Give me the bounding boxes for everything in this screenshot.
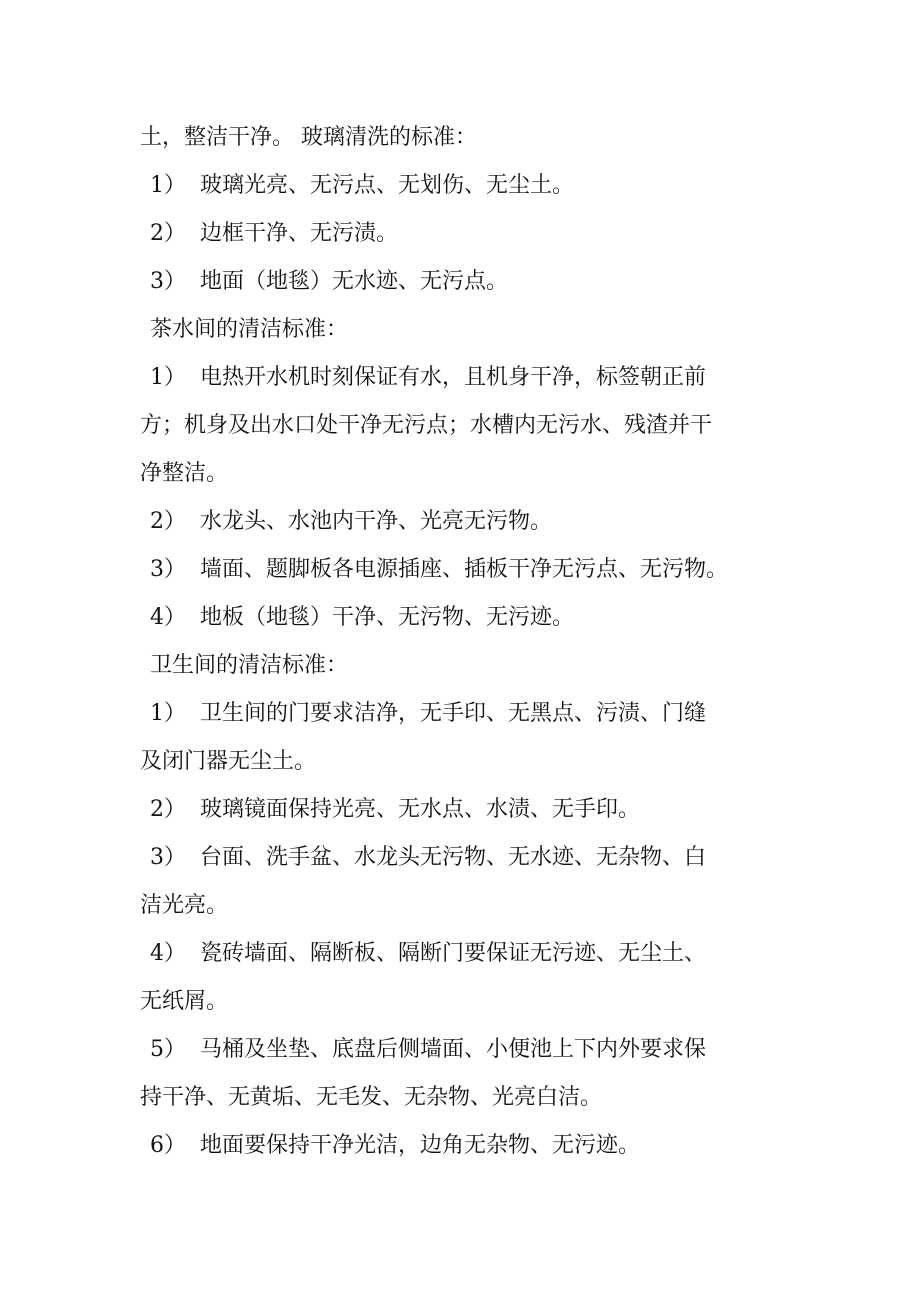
item-text: 台面、洗手盆、水龙头无污物、无水迹、无杂物、白 — [200, 845, 707, 870]
item-text: 卫生间的门要求洁净，无手印、无黑点、污渍、门缝 — [200, 701, 707, 726]
item-continuation: 无纸屑。 — [140, 989, 229, 1014]
list-item — [140, 210, 800, 258]
list-item — [140, 1122, 800, 1170]
item-continuation: 净整洁。 — [140, 461, 229, 486]
list-item — [140, 930, 800, 978]
item-text: 瓷砖墙面、隔断板、隔断门要保证无污迹、无尘土、 — [200, 941, 707, 966]
item-text: 地板（地毯）干净、无污物、无污迹。 — [200, 605, 575, 630]
item-number: 6） — [150, 1133, 186, 1158]
item-continuation: 及闭门器无尘土。 — [140, 749, 317, 774]
item-number: 2） — [150, 509, 186, 534]
intro-line: 土，整洁干净。 玻璃清洗的标准： — [140, 125, 477, 150]
restroom-heading: 卫生间的清洁标准： — [150, 653, 349, 678]
item-number: 1） — [150, 701, 186, 726]
item-number: 3） — [150, 557, 186, 582]
item-number: 4） — [150, 605, 186, 630]
document-body — [140, 114, 800, 1170]
list-item — [140, 162, 800, 210]
tea-room-heading: 茶水间的清洁标准： — [150, 317, 349, 342]
item-number: 2） — [150, 797, 186, 822]
item-number: 4） — [150, 941, 186, 966]
list-item — [140, 594, 800, 642]
list-item — [140, 258, 800, 306]
list-item — [140, 498, 800, 546]
item-continuation: 洁光亮。 — [140, 893, 229, 918]
item-number: 2） — [150, 221, 186, 246]
list-item — [140, 786, 800, 834]
list-item — [140, 1026, 800, 1074]
item-continuation: 方；机身及出水口处干净无污点；水槽内无污水、残渣并干 — [140, 413, 713, 438]
item-number: 5） — [150, 1037, 186, 1062]
item-text: 马桶及坐垫、底盘后侧墙面、小便池上下内外要求保 — [200, 1037, 707, 1062]
item-text: 边框干净、无污渍。 — [200, 221, 399, 246]
item-text: 墙面、题脚板各电源插座、插板干净无污点、无污物。 — [200, 557, 729, 582]
list-item — [140, 690, 800, 738]
item-text: 地面要保持干净光洁，边角无杂物、无污迹。 — [200, 1133, 641, 1158]
item-text: 电热开水机时刻保证有水，且机身干净，标签朝正前 — [200, 365, 707, 390]
list-item — [140, 354, 800, 402]
item-text: 玻璃镜面保持光亮、无水点、水渍、无手印。 — [200, 797, 641, 822]
item-text: 地面（地毯）无水迹、无污点。 — [200, 269, 509, 294]
list-item — [140, 834, 800, 882]
item-continuation: 持干净、无黄垢、无毛发、无杂物、光亮白洁。 — [140, 1085, 603, 1110]
list-item — [140, 546, 800, 594]
item-number: 1） — [150, 173, 186, 198]
item-number: 3） — [150, 845, 186, 870]
item-number: 3） — [150, 269, 186, 294]
item-text: 水龙头、水池内干净、光亮无污物。 — [200, 509, 553, 534]
item-text: 玻璃光亮、无污点、无划伤、无尘土。 — [200, 173, 575, 198]
item-number: 1） — [150, 365, 186, 390]
